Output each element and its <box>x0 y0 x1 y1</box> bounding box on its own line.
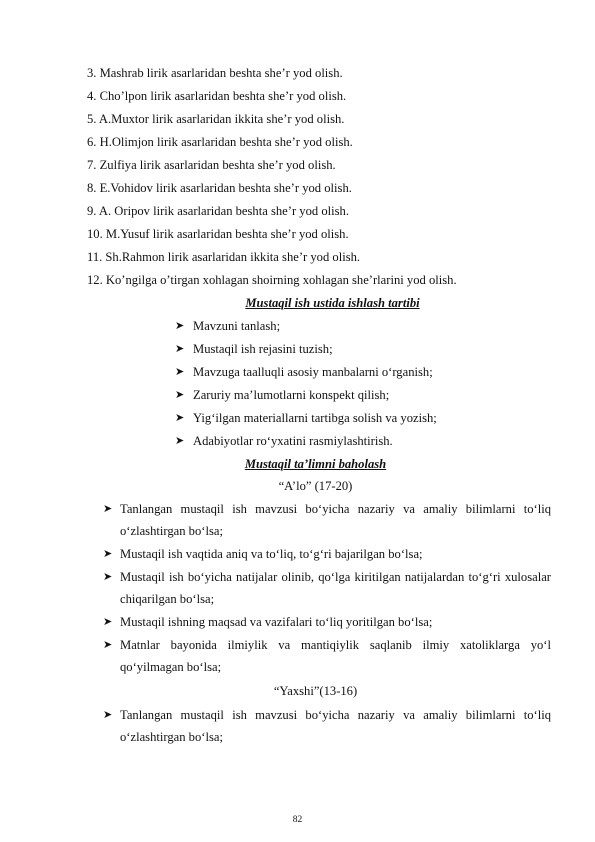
list-item-text: Mustaqil ish rejasini tuzish; <box>193 342 333 356</box>
list-item: 3. Mashrab lirik asarlaridan beshta she’r yod olish. <box>87 66 343 80</box>
list-item: 5. A.Muxtor lirik asarlaridan ikkita she’r yod olish. <box>87 112 345 126</box>
list-item: 12. Ko’ngilga o’tirgan xohlagan shoirning xohlagan she’rlarini yod olish. <box>87 273 457 287</box>
grade-label: “A’lo” (17-20) <box>278 479 353 493</box>
arrow-bullet-icon: ➤ <box>103 571 113 583</box>
arrow-bullet-icon: ➤ <box>103 709 113 721</box>
list-item: 6. H.Olimjon lirik asarlaridan beshta she’r yod olish. <box>87 135 353 149</box>
list-item: 8. E.Vohidov lirik asarlaridan beshta she’r yod olish. <box>87 181 352 195</box>
list-item: Mustaqil ish bo‘yicha natijalar olinib, qo‘lga kiritilgan natijalardan to‘g‘ri xulosalar chiqarilgan bo‘lsa; <box>120 570 551 607</box>
arrow-bullet-icon: ➤ <box>103 548 113 560</box>
list-item-text: Yig‘ilgan materiallarni tartibga solish va yozish; <box>193 411 437 425</box>
section-heading: Mustaqil ish ustida ishlash tartibi <box>245 296 420 310</box>
list-item: 9. A. Oripov lirik asarlaridan beshta she’r yod olish. <box>87 204 349 218</box>
list-item: Mustaqil ishning maqsad va vazifalari to‘liq yoritilgan bo‘lsa; <box>120 615 433 629</box>
list-item-text: Adabiyotlar ro‘yxatini rasmiylashtirish. <box>193 434 393 448</box>
list-item: 10. M.Yusuf lirik asarlaridan beshta she’r yod olish. <box>87 227 349 241</box>
list-item: 7. Zulfiya lirik asarlaridan beshta she’r yod olish. <box>87 158 336 172</box>
list-item <box>175 318 280 334</box>
arrow-bullet-icon: ➤ <box>175 366 185 378</box>
list-item: 11. Sh.Rahmon lirik asarlaridan ikkita she’r yod olish. <box>87 250 361 264</box>
list-item <box>175 410 437 426</box>
arrow-bullet-icon: ➤ <box>175 320 185 332</box>
list-item <box>175 341 333 357</box>
list-item <box>175 364 433 380</box>
arrow-bullet-icon: ➤ <box>175 412 185 424</box>
list-item: Tanlangan mustaqil ish mavzusi bo‘yicha nazariy va amaliy bilimlarni to‘liq o‘zlashtirgan bo‘lsa; <box>120 708 551 745</box>
list-item: Matnlar bayonida ilmiylik va mantiqiylik saqlanib ilmiy xatoliklarga yo‘l qo‘yilmagan bo‘lsa; <box>120 638 551 675</box>
arrow-bullet-icon: ➤ <box>103 639 113 651</box>
list-item-text: Mavzuga taalluqli asosiy manbalarni o‘rganish; <box>193 365 433 379</box>
list-item: Tanlangan mustaqil ish mavzusi bo‘yicha nazariy va amaliy bilimlarni to‘liq o‘zlashtirgan bo‘lsa; <box>120 502 551 539</box>
list-item-text: Mavzuni tanlash; <box>193 319 281 333</box>
arrow-bullet-icon: ➤ <box>103 503 113 515</box>
list-item-text: Zaruriy ma’lumotlarni konspekt qilish; <box>193 388 390 402</box>
list-item <box>175 433 393 449</box>
list-item: Mustaqil ish vaqtida aniq va to‘liq, to‘g‘ri bajarilgan bo‘lsa; <box>120 547 423 561</box>
list-item: 4. Cho’lpon lirik asarlaridan beshta she’r yod olish. <box>87 89 347 103</box>
list-item <box>175 387 389 403</box>
section-heading: Mustaqil ta’limni baholash <box>244 457 387 471</box>
arrow-bullet-icon: ➤ <box>175 435 185 447</box>
arrow-bullet-icon: ➤ <box>103 616 113 628</box>
arrow-bullet-icon: ➤ <box>175 389 185 401</box>
grade-label: “Yaxshi”(13-16) <box>273 684 358 698</box>
arrow-bullet-icon: ➤ <box>175 343 185 355</box>
page-number: 82 <box>292 815 303 825</box>
